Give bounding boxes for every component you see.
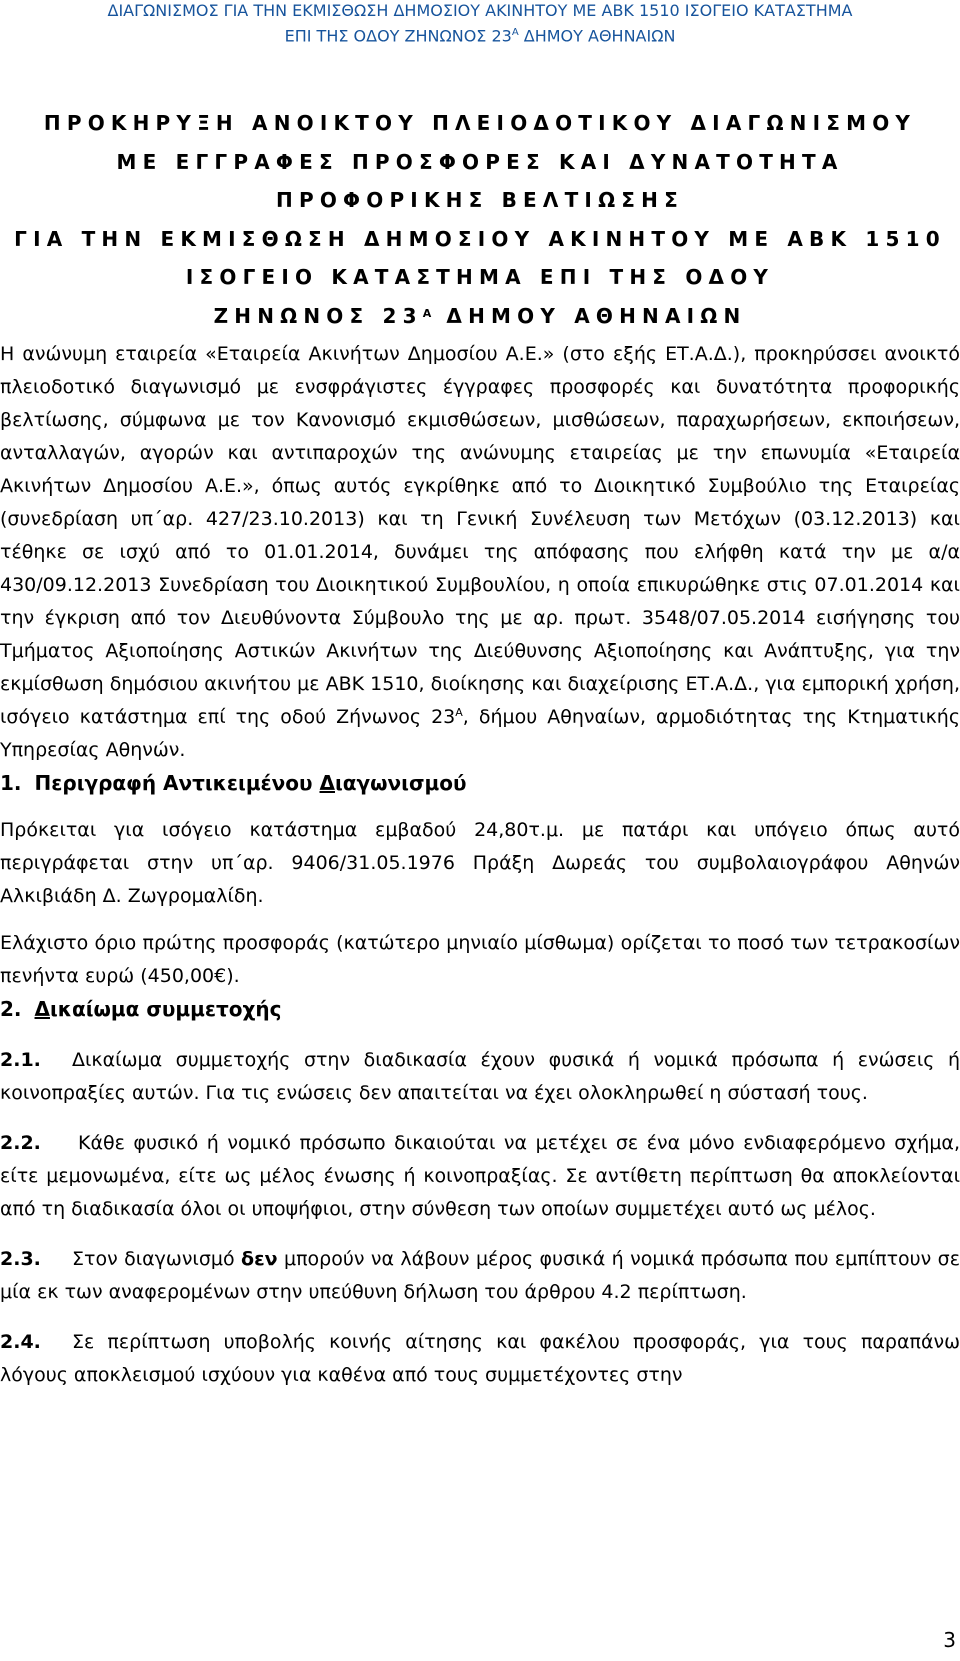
document-body [0,338,960,1392]
title-line-4: ΓΙΑ ΤΗΝ ΕΚΜΙΣΘΩΣΗ ΔΗΜΟΣΙΟΥ ΑΚΙΝΗΤΟΥ ΜΕ ΑΒΚ 1510 [14,226,946,251]
title-line-1: ΠΡΟΚΗΡΥΞΗ ΑΝΟΙΚΤΟΥ ΠΛΕΙΟΔΟΤΙΚΟΥ ΔΙΑΓΩΝΙΣΜΟΥ [43,111,917,135]
section-1-paragraph-1: Πρόκειται για ισόγειο κατάστημα εμβαδού 24,80τ.μ. με πατάρι και υπόγειο όπως αυτό περιγράφεται στην υπ΄αρ. 9406/31.05.1976 Πράξη Δωρεάς του συμβολαιογράφου Αθηνών Αλκιβιάδη Δ. Ζωγρομαλίδη. [0,819,960,907]
header-line-2: ΕΠΙ ΤΗΣ ΟΔΟΥ ΖΗΝΩΝΟΣ $23^A$ ΔΗΜΟΥ ΑΘΗΝΑΙΩΝ [284,26,676,46]
title-line-5: ΙΣΟΓΕΙΟ ΚΑΤΑΣΤΗΜΑ ΕΠΙ ΤΗΣ ΟΔΟΥ [185,265,775,289]
document-title [0,104,960,335]
title-line-2: ΜΕ ΕΓΓΡΑΦΕΣ ΠΡΟΣΦΟΡΕΣ ΚΑΙ ΔΥΝΑΤΟΤΗΤΑ [116,149,844,174]
clause-2-2: 2.2. Κάθε φυσικό ή νομικό πρόσωπο δικαιούται να μετέχει σε ένα μόνο ενδιαφερόμενο σχήμα, είτε μεμονωμένα, είτε ως μέλος ένωσης ή κοινοπραξίας. Σε αντίθετη περίπτωση θα αποκλείονται από τη διαδικασία όλοι οι υποψήφιοι, στην σύνθεση των οποίων συμμετέχει αυτό ως μέλος. [0,1132,960,1220]
title-line-3: ΠΡΟΦΟΡΙΚΗΣ ΒΕΛΤΙΩΣΗΣ [276,188,684,212]
clause-2-3: 2.3. Στον διαγωνισμό δεν μπορούν να λάβουν μέρος φυσικά ή νομικά πρόσωπα που εμπίπτουν σε μία εκ των αναφερομένων στην υπεύθυνη δήλωση του άρθρου 4.2 περίπτωση. [0,1248,960,1303]
intro-paragraph: Η ανώνυμη εταιρεία «Εταιρεία Ακινήτων Δημοσίου Α.Ε.» (στο εξής ΕΤ.Α.Δ.), προκηρύσσει ανοικτό πλειοδοτικό διαγωνισμό με ενσφράγιστες έγγραφες προσφορές και δυνατότητα προφορικής βελτίωσης, σύμφωνα με τον Κανονισμό εκμισθώσεων, μισθώσεων, παραχωρήσεων, εκποιήσεων, ανταλλαγών, αγορών και αντιπαροχών της ανώνυμης εταιρείας με την επωνυμία «Εταιρεία Ακινήτων Δημοσίου Α.Ε.», όπως αυτός εγκρίθηκε από το Διοικητικό Συμβούλιο της Εταιρείας (συνεδρίαση υπ΄αρ. 427/23.10.2013) και τη Γενική Συνέλευση των Μετόχων (03.12.2013) και τέθηκε σε ισχύ από το 01.01.2014, δυνάμει της απόφασης που ελήφθη κατά την με α/α 430/09.12.2013 Συνεδρίαση του Διοικητικού Συμβουλίου, η οποία επικυρώθηκε στις 07.01.2014 και την έγκριση από τον Διευθύνοντα Σύμβουλο της με αρ. πρωτ. 3548/07.05.2014 εισήγησης του Τμήματος Αξιοποίησης Αστικών Ακινήτων της Διεύθυνσης Αξιοποίησης και Ανάπτυξης, για την εκμίσθωση δημόσιου ακινήτου με ΑΒΚ 1510, διοίκησης και διαχείρισης ΕΤ.Α.Δ., για εμπορική χρήση, ισόγειο κατάστημα επί της οδού Ζήνωνος $23^A$, δήμου Αθηναίων, αρμοδιότητας της Κτηματικής Υπηρεσίας Αθηνών. [0,343,960,761]
clause-2-1: 2.1. Δικαίωμα συμμετοχής στην διαδικασία έχουν φυσικά ή νομικά πρόσωπα ή ενώσεις ή κοινοπραξίες αυτών. Για τις ενώσεις δεν απαιτείται να έχει ολοκληρωθεί η σύστασή τους. [0,1049,960,1104]
section-1-paragraph-2: Ελάχιστο όριο πρώτης προσφοράς (κατώτερο μηνιαίο μίσθωμα) ορίζεται το ποσό των τετρακοσίων πενήντα ευρώ (450,00€). [0,932,960,987]
section-2-heading: 2. Δικαίωμα συμμετοχής [0,997,282,1021]
clause-2-4: 2.4. Σε περίπτωση υποβολής κοινής αίτησης και φακέλου προσφοράς, για τους παραπάνω λόγους αποκλεισμού ισχύουν για καθένα από τους συμμετέχοντες στην [0,1331,960,1386]
page-number: 3 [943,1628,956,1652]
section-1-heading: 1. Περιγραφή Αντικειμένου Διαγωνισμού [0,771,467,795]
running-header [0,0,960,47]
header-line-1: ΔΙΑΓΩΝΙΣΜΟΣ ΓΙΑ ΤΗΝ ΕΚΜΙΣΘΩΣΗ ΔΗΜΟΣΙΟΥ ΑΚΙΝΗΤΟΥ ΜΕ ΑΒΚ 1510 ΙΣΟΓΕΙΟ ΚΑΤΑΣΤΗΜΑ [107,1,853,20]
title-line-6: ΖΗΝΩΝΟΣ $23^A$ ΔΗΜΟΥ ΑΘΗΝΑΙΩΝ [213,303,747,328]
